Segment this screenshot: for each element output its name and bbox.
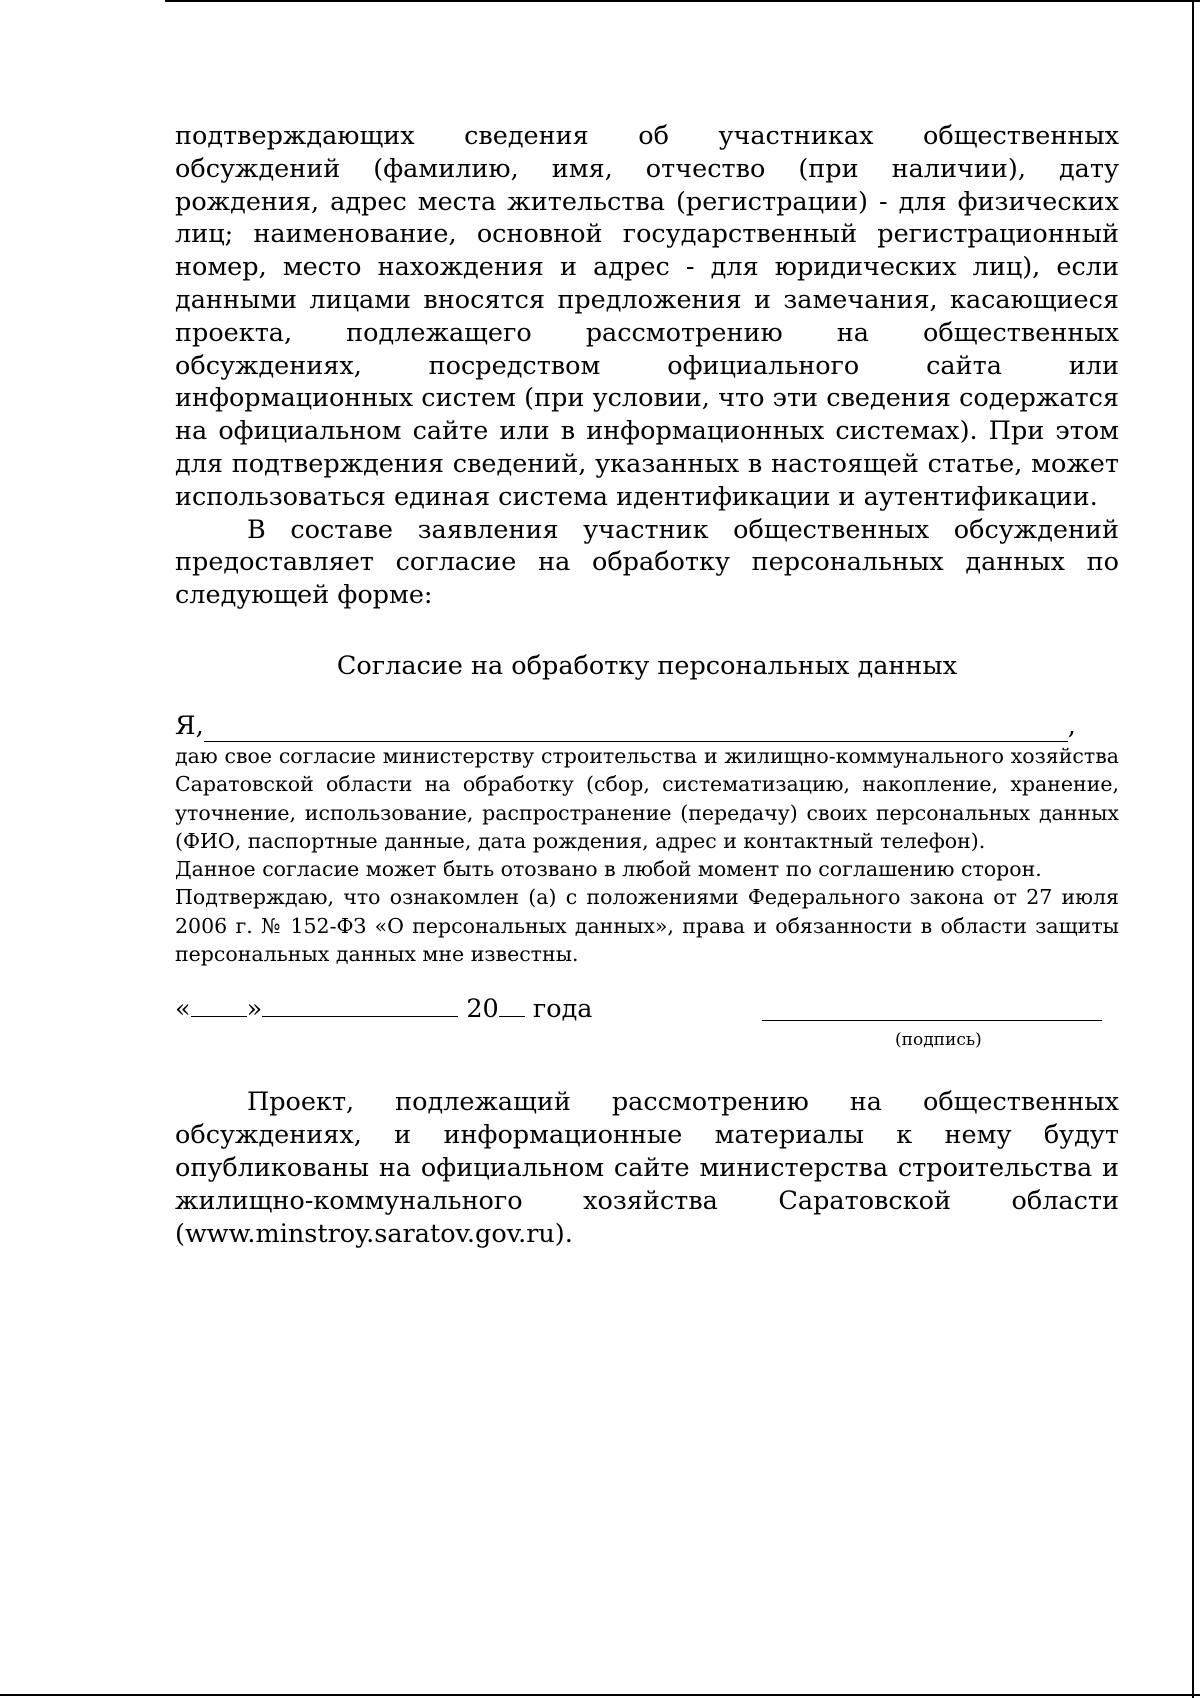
name-field-comma: , xyxy=(1067,710,1076,741)
signature-line xyxy=(762,1020,1102,1021)
consent-form-title: Согласие на обработку персональных данных xyxy=(336,650,958,681)
date-field xyxy=(175,994,593,1024)
paragraph-publication: Проект, подлежащий рассмотрению на общественных обсуждениях, и информационные материалы к нему будут опубликованы на официальном сайте министерства строительства и жилищно-коммунального хозяйства Саратовской области (www.minstroy.saratov.gov.ru). xyxy=(175,1087,1119,1249)
day-blank xyxy=(191,994,247,1017)
document-body xyxy=(175,120,1119,1250)
scan-border-right xyxy=(1192,0,1194,1698)
scan-border-top xyxy=(165,0,1200,2)
consent-text: даю свое согласие министерству строительства и жилищно-коммунального хозяйства Саратовской области на обработку (сбор, систематизацию, накопление, хранение, уточнение, использование, распространение (передачу) своих персональных данных (ФИО, паспортные данные, дата рождения, адрес и контактный телефон). xyxy=(175,743,1119,853)
date-signature-row xyxy=(175,988,1119,1051)
date-open-quote: « xyxy=(175,994,191,1025)
year-blank xyxy=(499,994,525,1017)
year-suffix: года xyxy=(532,994,593,1025)
name-field-line xyxy=(204,715,1068,742)
revocation-text: Данное согласие может быть отозвано в любой момент по соглашению сторон. xyxy=(175,857,1042,882)
name-field-label: Я, xyxy=(175,710,204,741)
year-prefix: 20 xyxy=(466,994,499,1025)
name-field-row xyxy=(175,710,1119,742)
scan-border-bottom xyxy=(0,1694,1200,1696)
date-close-quote: » xyxy=(246,994,263,1025)
paragraph-consent-intro: В составе заявления участник общественных обсуждений предоставляет согласие на обработку персональных данных по следующей форме: xyxy=(175,514,1119,611)
paragraph-identification: подтверждающих сведения об участниках общественных обсуждений (фамилию, имя, отчество (при наличии), дату рождения, адрес места жительства (регистрации) - для физических лиц; наименование, основной государственный регистрационный номер, место нахождения и адрес - для юридических лиц), если данными лицами вносятся предложения и замечания, касающиеся проекта, подлежащего рассмотрению на общественных обсуждениях, посредством официального сайта или информационных систем (при условии, что эти сведения содержатся на официальном сайте или в информационных системах). При этом для подтверждения сведений, указанных в настоящей статье, может использоваться единая система идентификации и аутентификации. xyxy=(175,121,1119,512)
month-blank xyxy=(262,994,458,1017)
signature-caption: (подпись) xyxy=(895,1030,982,1051)
confirmation-text: Подтверждаю, что ознакомлен (а) с положениями Федерального закона от 27 июля 2006 г. № 152-ФЗ «О персональных данных», права и обязанности в области защиты персональных данных мне известны. xyxy=(175,885,1119,967)
